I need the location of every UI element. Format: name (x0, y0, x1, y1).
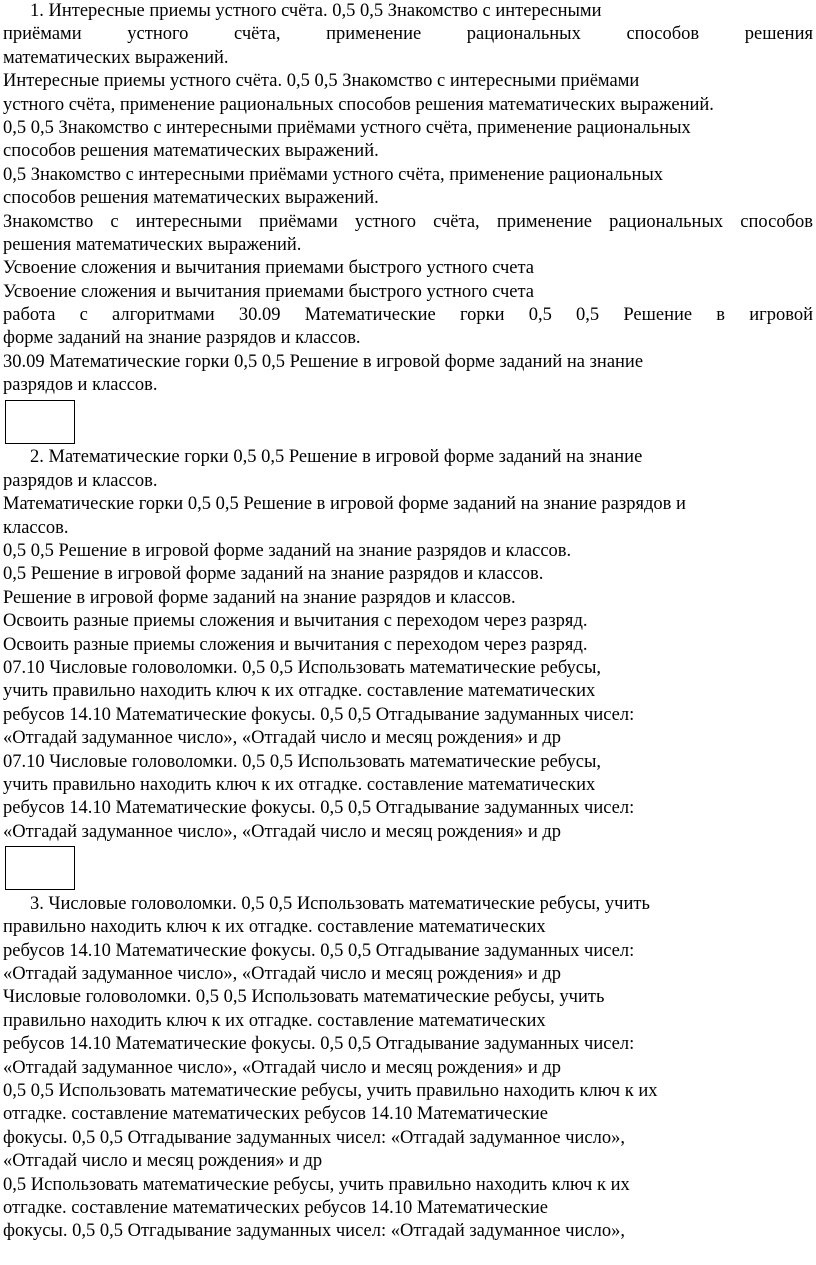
text-line: «Отгадай задуманное число», «Отгадай число и месяц рождения» и др (3, 821, 562, 842)
text-line: правильно находить ключ к их отгадке. составление математических (3, 917, 546, 938)
text-line: способов решения математических выражений. (3, 188, 379, 209)
text-line: Числовые головоломки. 0,5 0,5 Использовать математические ребусы, учить (3, 987, 605, 1008)
text-line: Интересные приемы устного счёта. 0,5 0,5 Знакомство с интересными приёмами (3, 71, 640, 92)
text-line: работа с алгоритмами 30.09 Математические горки 0,5 0,5 Решение в игровой (3, 305, 813, 326)
text-line: 0,5 Знакомство с интересными приёмами устного счёта, применение рациональных (3, 164, 664, 185)
empty-cell-gap (3, 400, 813, 447)
text-line: «Отгадай задуманное число», «Отгадай число и месяц рождения» и др (3, 1057, 562, 1078)
empty-cell-gap (3, 846, 813, 893)
text-line: 3. Числовые головоломки. 0,5 0,5 Использовать математические ребусы, учить (30, 893, 650, 914)
text-line: 07.10 Числовые головоломки. 0,5 0,5 Использовать математические ребусы, (3, 751, 602, 772)
text-line: Усвоение сложения и вычитания приемами быстрого устного счета (3, 281, 535, 302)
text-line: 0,5 0,5 Решение в игровой форме заданий на знание разрядов и классов. (3, 541, 572, 561)
text-line: 0,5 Использовать математические ребусы, учить правильно находить ключ к их (3, 1174, 630, 1195)
text-line: устного счёта, применение рациональных способов решения математических выражений. (3, 94, 714, 115)
text-line: 2. Математические горки 0,5 0,5 Решение в игровой форме заданий на знание (30, 447, 643, 468)
text-line: Знакомство с интересными приёмами устного счёта, применение рациональных способов (3, 211, 813, 232)
text-line: форме заданий на знание разрядов и классов. (3, 328, 361, 349)
document-page (3, 0, 813, 1244)
text-line: приёмами устного счёта, применение рациональных способов решения (3, 24, 813, 45)
text-line: «Отгадай число и месяц рождения» и др (3, 1151, 323, 1172)
text-line: способов решения математических выражений. (3, 141, 379, 162)
text-line: математических выражений. (3, 47, 229, 68)
text-line: отгадке. составление математических ребусов 14.10 Математические (3, 1104, 548, 1125)
text-line: классов. (3, 517, 69, 538)
text-line: 30.09 Математические горки 0,5 0,5 Решение в игровой форме заданий на знание (3, 351, 644, 372)
text-line: Освоить разные приемы сложения и вычитания с переходом через разряд. (3, 611, 588, 632)
text-line: разрядов и классов. (3, 470, 158, 491)
text-line: 1. Интересные приемы устного счёта. 0,5 0,5 Знакомство с интересными (30, 1, 602, 21)
text-line: учить правильно находить ключ к их отгадке. составление математических (3, 774, 596, 795)
text-line: ребусов 14.10 Математические фокусы. 0,5 0,5 Отгадывание задуманных чисел: (3, 704, 635, 725)
section-2 (3, 446, 813, 844)
text-line: решения математических выражений. (3, 234, 302, 255)
text-line: отгадке. составление математических ребусов 14.10 Математические (3, 1197, 548, 1218)
text-line: Решение в игровой форме заданий на знание разрядов и классов. (3, 587, 516, 608)
text-line: разрядов и классов. (3, 375, 158, 396)
text-line: ребусов 14.10 Математические фокусы. 0,5 0,5 Отгадывание задуманных чисел: (3, 1034, 635, 1055)
text-line: Математические горки 0,5 0,5 Решение в игровой форме заданий на знание разрядов и (3, 494, 686, 515)
section-1 (3, 0, 813, 398)
section-3 (3, 893, 813, 1244)
text-line: ребусов 14.10 Математические фокусы. 0,5 0,5 Отгадывание задуманных чисел: (3, 798, 635, 819)
text-line: «Отгадай задуманное число», «Отгадай число и месяц рождения» и др (3, 964, 562, 985)
text-line: ребусов 14.10 Математические фокусы. 0,5 0,5 Отгадывание задуманных чисел: (3, 940, 635, 961)
text-line: правильно находить ключ к их отгадке. составление математических (3, 1010, 546, 1031)
empty-box (5, 846, 75, 890)
text-line: учить правильно находить ключ к их отгадке. составление математических (3, 681, 596, 702)
text-line: «Отгадай задуманное число», «Отгадай число и месяц рождения» и др (3, 728, 562, 749)
text-line: Освоить разные приемы сложения и вычитания с переходом через разряд. (3, 634, 588, 655)
text-line: Усвоение сложения и вычитания приемами быстрого устного счета (3, 258, 535, 279)
empty-box (5, 400, 75, 444)
text-line: 07.10 Числовые головоломки. 0,5 0,5 Использовать математические ребусы, (3, 657, 602, 678)
text-line: фокусы. 0,5 0,5 Отгадывание задуманных чисел: «Отгадай задуманное число», (3, 1221, 625, 1242)
text-line: 0,5 0,5 Использовать математические ребусы, учить правильно находить ключ к их (3, 1081, 658, 1101)
text-line: 0,5 0,5 Знакомство с интересными приёмами устного счёта, применение рациональных (3, 117, 691, 138)
text-line: 0,5 Решение в игровой форме заданий на знание разрядов и классов. (3, 564, 544, 585)
text-line: фокусы. 0,5 0,5 Отгадывание задуманных чисел: «Отгадай задуманное число», (3, 1127, 625, 1148)
